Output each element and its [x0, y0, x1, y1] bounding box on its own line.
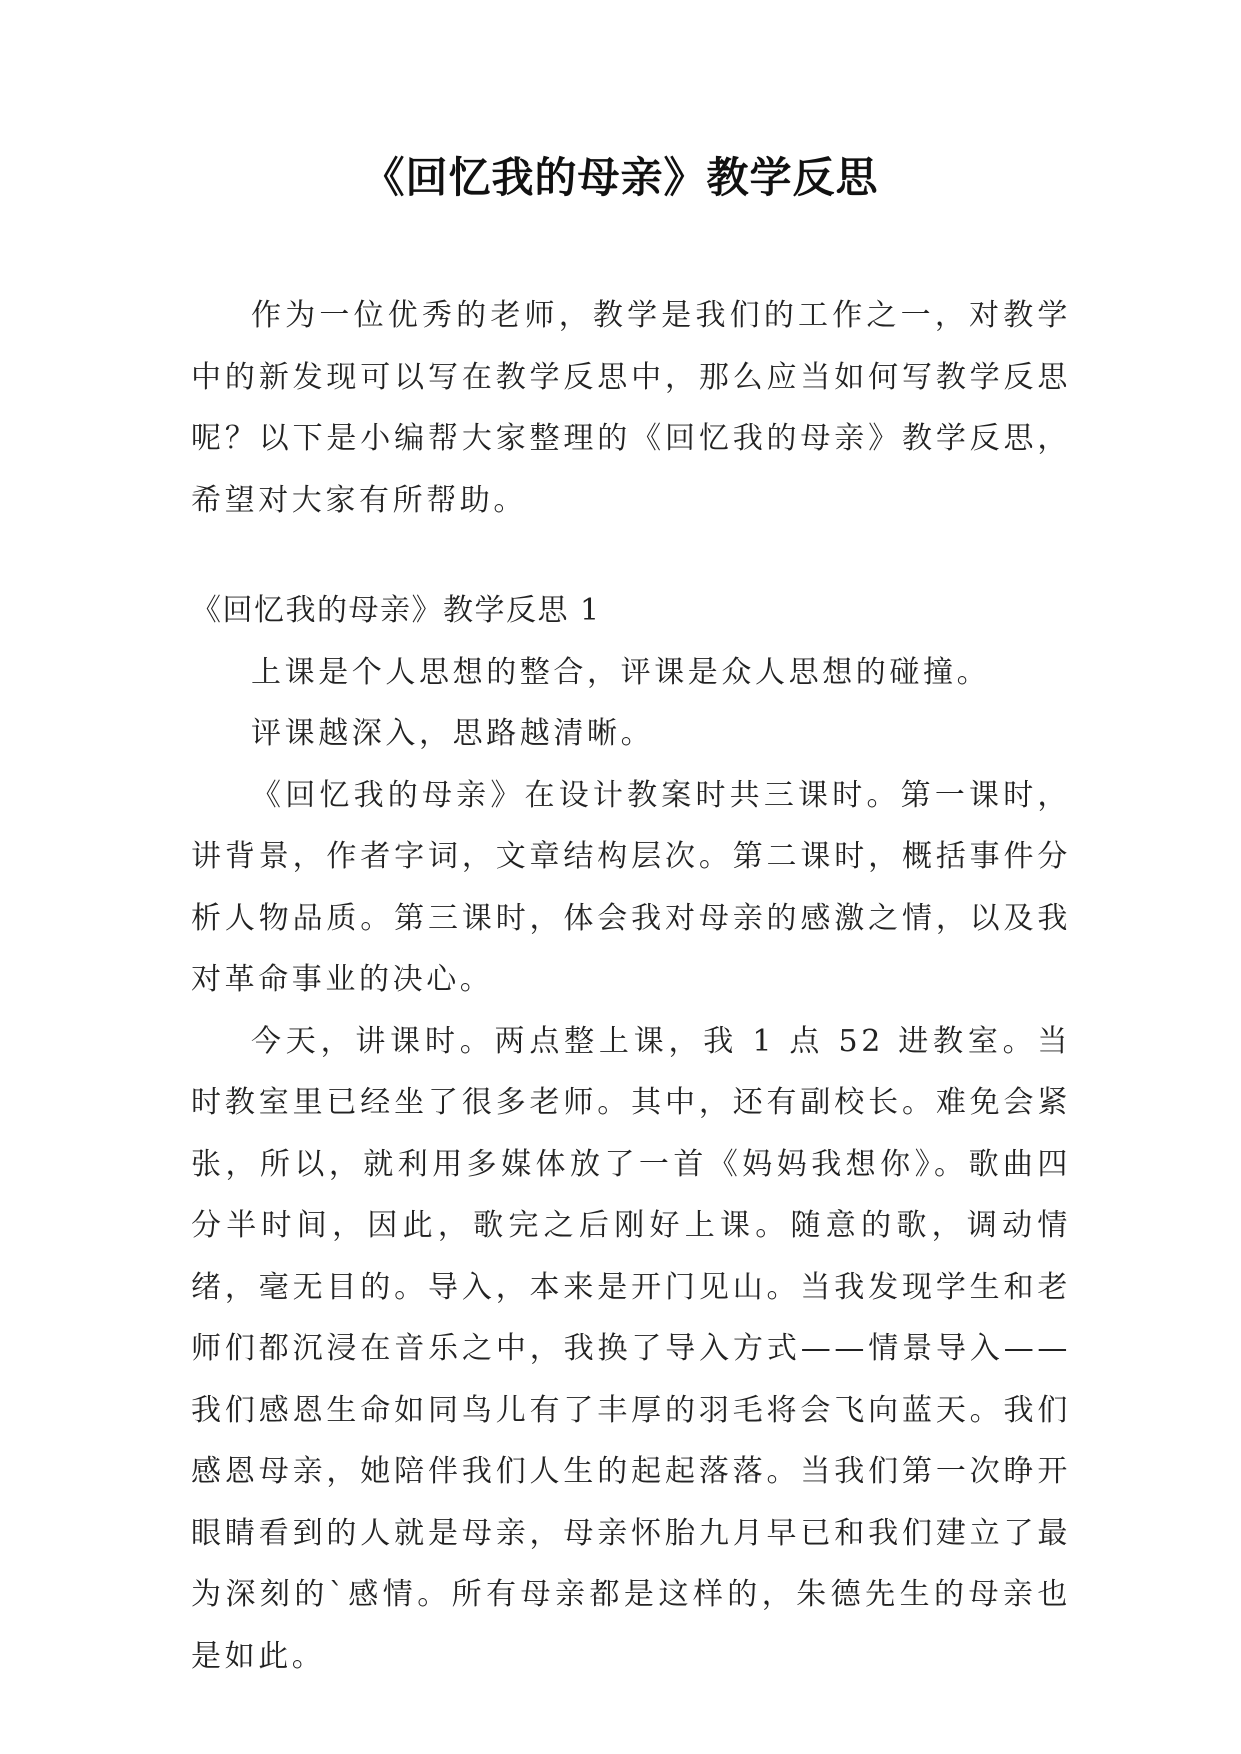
intro-block [191, 285, 1071, 531]
paragraph: 《回忆我的母亲》在设计教案时共三课时。第一课时，讲背景，作者字词，文章结构层次。第二课时，概括事件分析人物品质。第三课时，体会我对母亲的感激之情，以及我对革命事业的决心。 [191, 777, 1071, 997]
paragraph: 上课是个人思想的整合，评课是众人思想的碰撞。 [251, 654, 991, 690]
document-title: 《回忆我的母亲》教学反思 [362, 153, 879, 202]
section-1 [191, 580, 1071, 1687]
paragraph: 今天，讲课时。两点整上课，我 1 点 52 进教室。当时教室里已经坐了很多老师。其中，还有副校长。难免会紧张，所以，就利用多媒体放了一首《妈妈我想你》。歌曲四分半时间，因此，歌完之后刚好上课。随意的歌，调动情绪，毫无目的。导入，本来是开门见山。当我发现学生和老师们都沉浸在音乐之中，我换了导入方式——情景导入——我们感恩生命如同鸟儿有了丰厚的羽毛将会飞向蓝天。我们感恩母亲，她陪伴我们人生的起起落落。当我们第一次睁开眼睛看到的人就是母亲，母亲怀胎九月早已和我们建立了最为深刻的`感情。所有母亲都是这样的，朱德先生的母亲也是如此。 [191, 1023, 1071, 1674]
intro-paragraph: 作为一位优秀的老师，教学是我们的工作之一，对教学中的新发现可以写在教学反思中，那么应当如何写教学反思呢？以下是小编帮大家整理的《回忆我的母亲》教学反思，希望对大家有所帮助。 [191, 298, 1071, 518]
section-heading: 《回忆我的母亲》教学反思 1 [191, 593, 601, 628]
paragraph: 评课越深入，思路越清晰。 [251, 716, 655, 751]
